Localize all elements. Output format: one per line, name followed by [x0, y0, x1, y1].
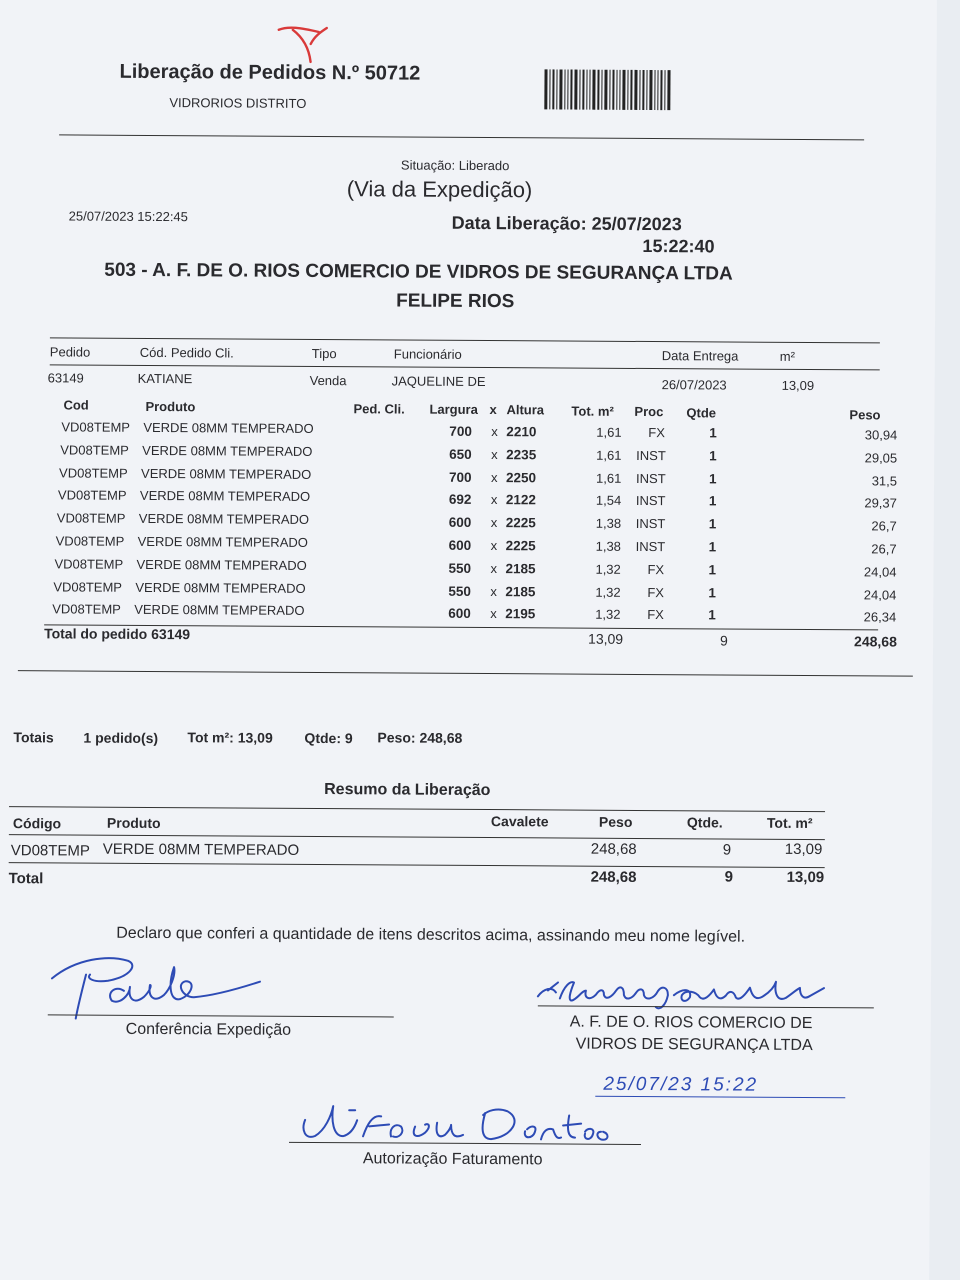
item-cell-produto: VERDE 08MM TEMPERADO — [139, 488, 311, 505]
handwritten-date: 25/07/23 15:22 — [603, 1073, 759, 1096]
barcode-bar — [589, 70, 590, 110]
item-cell-peso: 30,94 — [864, 427, 898, 443]
barcode-bar — [630, 70, 632, 110]
item-cell-altura: 2185 — [505, 583, 536, 599]
item-cell-qtde: 1 — [708, 493, 717, 509]
barcode-bar — [616, 70, 617, 110]
summary-row-tot-m2: 13,09 — [784, 840, 823, 859]
totals-qtde: Qtde: 9 — [304, 729, 353, 747]
contact-name: FELIPE RIOS — [396, 290, 515, 313]
summary-total-label: Total — [8, 870, 44, 888]
item-cell-peso: 29,05 — [864, 450, 898, 466]
item-cell-peso: 31,5 — [871, 472, 898, 489]
col-x: x — [489, 402, 497, 418]
order-total-peso: 248,68 — [854, 633, 897, 650]
item-cell-qtde: 1 — [709, 425, 717, 441]
item-cell-produto: VERDE 08MM TEMPERADO — [135, 579, 306, 596]
item-cell-tot-m2: 1,61 — [596, 447, 622, 463]
totals-pedidos: 1 pedido(s) — [83, 729, 159, 747]
item-cell-proc: FX — [647, 607, 664, 623]
summary-row-codigo: VD08TEMP — [10, 842, 91, 860]
item-cell-qtde: 1 — [709, 470, 717, 487]
item-cell-tot-m2: 1,38 — [595, 538, 621, 554]
via-title: (Via da Expedição) — [346, 176, 533, 203]
summary-col-codigo: Código — [12, 815, 62, 832]
item-cell-peso: 26,34 — [863, 609, 897, 625]
item-cell-cod: VD08TEMP — [55, 533, 125, 549]
barcode-bar — [567, 70, 568, 110]
barcode-bar — [660, 70, 662, 110]
barcode-bar — [604, 70, 607, 110]
barcode-bar — [646, 70, 647, 110]
printed-datetime: 25/07/2023 15:22:45 — [68, 208, 188, 225]
summary-row-qtde: 9 — [722, 841, 732, 859]
barcode-bar — [657, 70, 658, 110]
item-cell-altura: 2225 — [505, 538, 536, 554]
order-total-qtde: 9 — [720, 632, 728, 649]
item-cell-proc: FX — [648, 425, 666, 441]
item-cell-proc: INST — [635, 493, 666, 509]
customer-name: 503 - A. F. DE O. RIOS COMERCIO DE VIDROS DE SEGURANÇA LTDA — [104, 259, 733, 285]
item-cell-proc: INST — [635, 538, 666, 555]
status-text: Situação: Liberado — [400, 157, 510, 174]
barcode-bar — [642, 70, 644, 110]
order-number: 63149 — [47, 370, 84, 386]
item-cell-tot-m2: 1,54 — [595, 493, 622, 509]
item-cell-x: x — [490, 538, 498, 554]
item-cell-peso: 24,04 — [863, 564, 897, 580]
item-cell-cod: VD08TEMP — [57, 487, 127, 504]
item-cell-largura: 692 — [448, 492, 472, 508]
summary-total-qtde: 9 — [724, 868, 734, 886]
document-title: Liberação de Pedidos N.º 50712 — [119, 60, 421, 85]
item-cell-peso: 26,7 — [871, 541, 897, 557]
summary-row-produto: VERDE 08MM TEMPERADO — [102, 840, 300, 859]
item-cell-peso: 24,04 — [863, 586, 897, 603]
item-cell-qtde: 1 — [708, 539, 717, 555]
item-cell-tot-m2: 1,38 — [595, 515, 622, 532]
barcode-bar — [612, 70, 614, 110]
totals-label: Totais — [13, 729, 54, 746]
barcode-bar — [586, 70, 587, 110]
company-label-line2: VIDROS DE SEGURANÇA LTDA — [575, 1035, 813, 1055]
col-ped-cli: Ped. Cli. — [353, 401, 405, 417]
item-cell-altura: 2195 — [505, 606, 536, 622]
item-cell-cod: VD08TEMP — [53, 578, 123, 595]
col-proc: Proc — [634, 403, 664, 420]
item-cell-qtde: 1 — [708, 584, 716, 601]
col-tot-m2: Tot. m² — [571, 403, 614, 419]
summary-row-peso: 248,68 — [590, 840, 637, 858]
item-cell-largura: 700 — [449, 469, 472, 485]
barcode — [544, 69, 682, 110]
barcode-bar — [564, 69, 565, 109]
order-total-m2: 13,09 — [588, 630, 624, 647]
item-cell-largura: 600 — [448, 514, 472, 531]
item-cell-altura: 2225 — [505, 515, 536, 531]
item-cell-altura: 2250 — [506, 469, 537, 485]
barcode-bar — [627, 70, 628, 110]
company-short-name: VIDRORIOS DISTRITO — [169, 95, 307, 111]
item-cell-cod: VD08TEMP — [54, 556, 124, 572]
item-cell-x: x — [490, 606, 497, 622]
col-tipo: Tipo — [311, 345, 337, 362]
order-employee: JAQUELINE DE — [391, 373, 486, 390]
barcode-bar — [570, 70, 572, 110]
item-cell-produto: VERDE 08MM TEMPERADO — [137, 533, 308, 550]
item-cell-produto: VERDE 08MM TEMPERADO — [134, 602, 305, 619]
item-cell-x: x — [490, 583, 497, 599]
order-top-rule — [50, 337, 880, 343]
item-cell-tot-m2: 1,32 — [595, 584, 621, 600]
item-cell-qtde: 1 — [709, 448, 717, 464]
order-total-label: Total do pedido 63149 — [44, 625, 191, 643]
barcode-bar — [559, 69, 562, 109]
summary-col-produto: Produto — [106, 814, 161, 832]
barcode-bar — [579, 70, 580, 110]
barcode-bar — [654, 70, 655, 110]
item-cell-tot-m2: 1,61 — [596, 470, 622, 486]
barcode-bar — [609, 70, 610, 110]
item-cell-largura: 650 — [449, 446, 472, 462]
item-cell-produto: VERDE 08MM TEMPERADO — [136, 556, 307, 573]
order-delivery-date: 26/07/2023 — [661, 377, 727, 393]
item-cell-proc: FX — [647, 561, 665, 577]
order-header-rule — [50, 364, 880, 370]
barcode-bar — [619, 70, 620, 110]
barcode-bar — [639, 70, 640, 110]
item-cell-cod: VD08TEMP — [56, 510, 126, 527]
item-cell-produto: VERDE 08MM TEMPERADO — [141, 465, 312, 482]
summary-col-qtde: Qtde. — [686, 814, 723, 831]
col-m2: m² — [779, 348, 796, 364]
item-cell-cod: VD08TEMP — [60, 442, 129, 458]
item-cell-largura: 700 — [449, 423, 472, 439]
item-cell-largura: 600 — [448, 606, 471, 622]
barcode-bar — [664, 70, 665, 110]
summary-top-rule — [9, 806, 825, 812]
item-cell-x: x — [490, 515, 498, 531]
barcode-bar — [597, 70, 599, 110]
barcode-bar — [667, 70, 670, 110]
col-data-entrega: Data Entrega — [661, 348, 739, 364]
summary-header-rule — [9, 834, 825, 840]
item-cell-qtde: 1 — [708, 607, 716, 623]
col-cod: Cod — [63, 397, 89, 413]
faturamento-label: Autorização Faturamento — [362, 1150, 543, 1169]
col-qtde: Qtde — [686, 405, 717, 421]
summary-title: Resumo da Liberação — [324, 781, 491, 800]
item-cell-x: x — [491, 424, 498, 440]
item-cell-largura: 550 — [448, 583, 471, 599]
item-cell-altura: 2122 — [505, 492, 537, 508]
item-cell-proc: INST — [635, 516, 666, 532]
item-cell-tot-m2: 1,32 — [595, 561, 621, 577]
item-cell-cod: VD08TEMP — [61, 419, 131, 435]
summary-col-tot-m2: Tot. m² — [766, 814, 813, 832]
signature-conferencia — [46, 944, 266, 1025]
header-divider — [59, 134, 864, 140]
item-cell-peso: 26,7 — [871, 518, 897, 534]
item-cell-x: x — [491, 446, 498, 462]
declaration-text: Declaro que conferi a quantidade de itens descritos acima, assinando meu nome legível. — [116, 924, 746, 946]
item-cell-qtde: 1 — [708, 516, 717, 532]
company-label-line1: A. F. DE O. RIOS COMERCIO DE — [569, 1013, 813, 1033]
order-client-code: KATIANE — [137, 370, 193, 387]
item-cell-x: x — [491, 469, 498, 485]
barcode-bar — [622, 70, 625, 110]
summary-col-cavalete: Cavalete — [490, 813, 549, 830]
summary-total-rule — [9, 862, 825, 868]
item-cell-cod: VD08TEMP — [52, 601, 121, 618]
barcode-bar — [649, 70, 652, 110]
item-cell-proc: INST — [636, 470, 666, 486]
item-cell-proc: FX — [647, 584, 665, 600]
item-cell-produto: VERDE 08MM TEMPERADO — [142, 442, 313, 459]
summary-col-peso: Peso — [598, 813, 633, 830]
col-pedido: Pedido — [49, 344, 91, 360]
barcode-bar — [634, 70, 637, 110]
item-cell-x: x — [490, 492, 498, 508]
item-cell-altura: 2235 — [506, 446, 537, 463]
barcode-bar — [549, 69, 550, 109]
col-altura: Altura — [506, 402, 545, 418]
item-cell-altura: 2210 — [506, 424, 537, 440]
item-cell-peso: 29,37 — [864, 495, 897, 511]
release-time: 15:22:40 — [642, 235, 715, 257]
section-divider — [18, 670, 913, 676]
barcode-bar — [582, 70, 584, 110]
barcode-bar — [574, 70, 577, 110]
date-underline — [595, 1096, 845, 1099]
release-date: Data Liberação: 25/07/2023 — [451, 212, 682, 235]
item-cell-qtde: 1 — [708, 562, 717, 578]
item-cell-largura: 600 — [448, 537, 472, 553]
order-type: Venda — [309, 372, 347, 389]
item-cell-tot-m2: 1,32 — [595, 607, 621, 623]
item-cell-largura: 550 — [448, 560, 472, 576]
item-cell-produto: VERDE 08MM TEMPERADO — [143, 419, 314, 436]
barcode-bar — [592, 70, 595, 110]
item-cell-altura: 2185 — [505, 560, 536, 577]
item-cell-proc: INST — [636, 447, 666, 463]
item-cell-produto: VERDE 08MM TEMPERADO — [138, 511, 310, 528]
barcode-bar — [601, 70, 602, 110]
conferencia-label: Conferência Expedição — [125, 1020, 292, 1039]
barcode-bar — [556, 69, 557, 109]
barcode-bar — [544, 69, 547, 109]
col-cod-pedido-cli: Cód. Pedido Cli. — [139, 344, 234, 361]
order-m2: 13,09 — [781, 377, 815, 394]
item-cell-cod: VD08TEMP — [59, 465, 128, 481]
signature-faturamento — [285, 1096, 605, 1158]
col-funcionario: Funcionário — [393, 346, 462, 362]
totals-peso: Peso: 248,68 — [377, 729, 463, 746]
item-cell-tot-m2: 1,61 — [596, 424, 622, 440]
summary-total-tot-m2: 13,09 — [786, 868, 825, 887]
col-largura: Largura — [429, 401, 478, 417]
summary-total-peso: 248,68 — [590, 868, 637, 886]
col-produto: Produto — [145, 398, 196, 415]
totals-m2: Tot m²: 13,09 — [187, 729, 273, 746]
barcode-bar — [552, 69, 554, 109]
col-peso: Peso — [849, 407, 881, 423]
item-cell-x: x — [490, 560, 498, 576]
